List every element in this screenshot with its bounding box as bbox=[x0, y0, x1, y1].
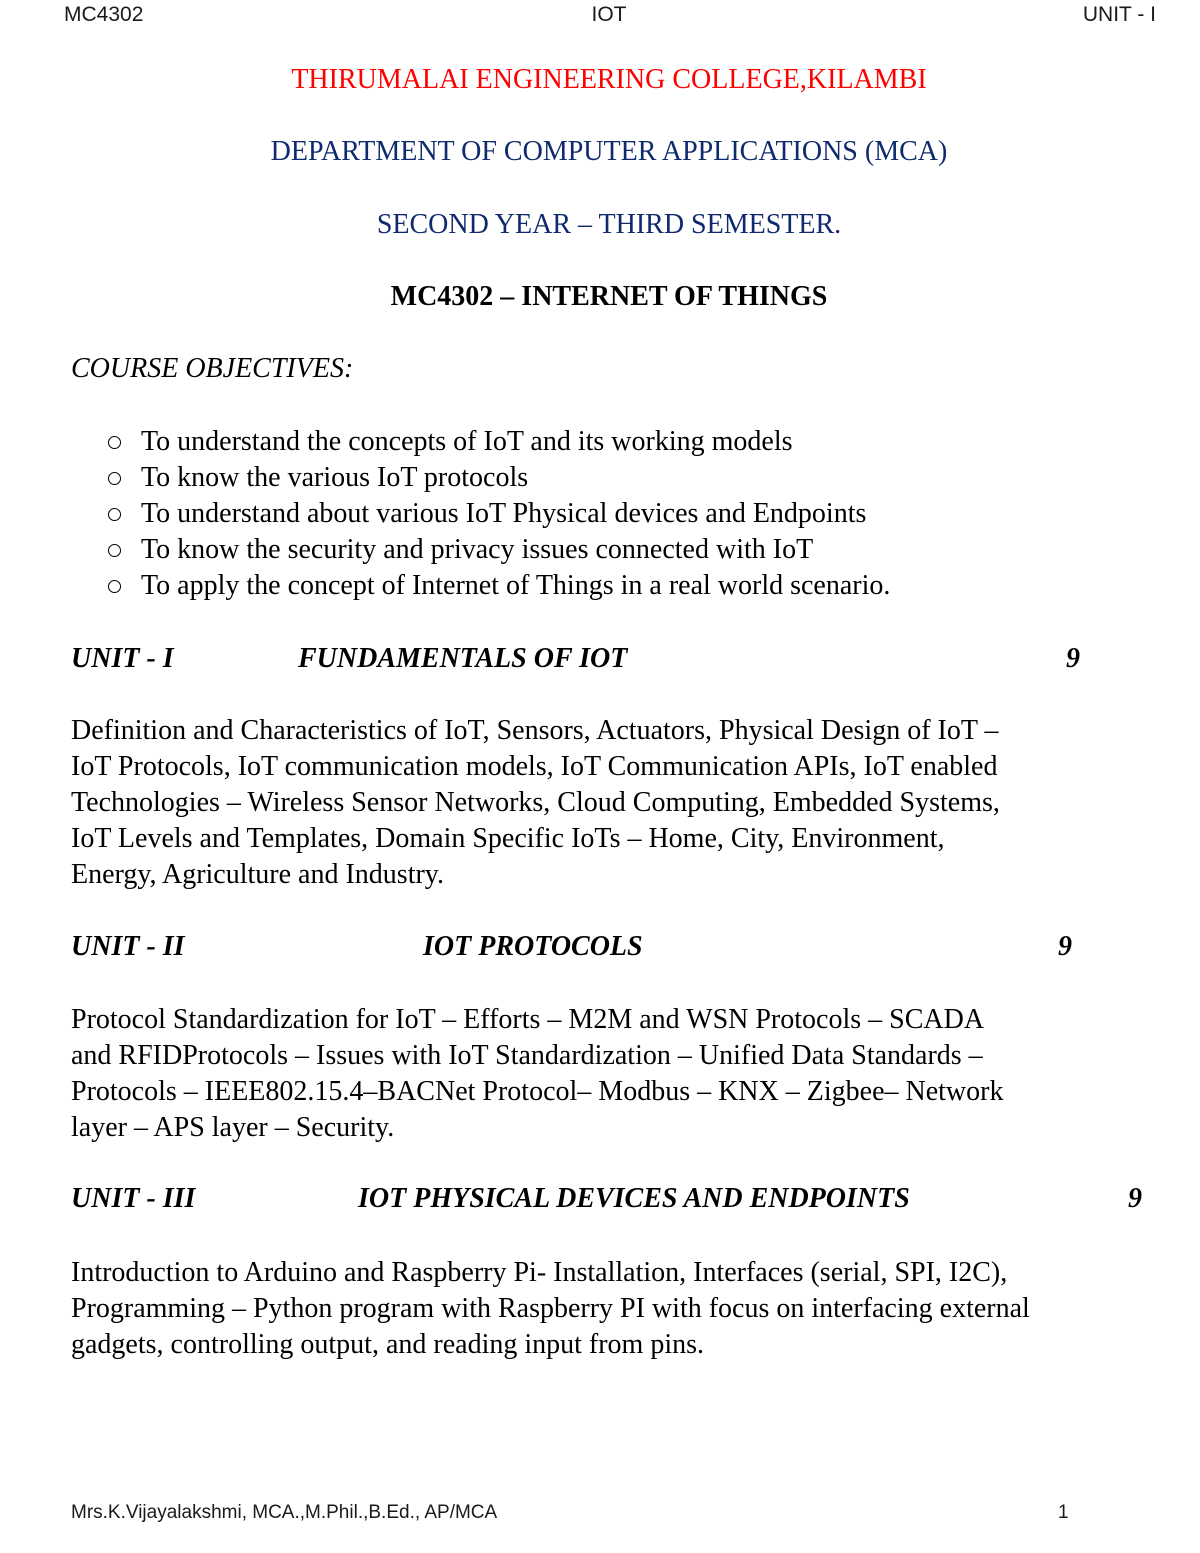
syllabus-line: layer – APS layer – Security. bbox=[71, 1112, 395, 1143]
syllabus-line: Protocol Standardization for IoT – Efforts – M2M and WSN Protocols – SCADA bbox=[71, 1004, 985, 1035]
department-name: DEPARTMENT OF COMPUTER APPLICATIONS (MCA) bbox=[270, 136, 948, 167]
unit-2-hours: 9 bbox=[1058, 931, 1072, 962]
circle-bullet-icon bbox=[108, 472, 121, 485]
unit-1-syllabus bbox=[71, 713, 1161, 893]
unit-2-syllabus bbox=[71, 1002, 1161, 1146]
header-course-code: MC4302 bbox=[64, 3, 144, 26]
unit-2-title: IOT PROTOCOLS bbox=[423, 931, 643, 962]
syllabus-line: and RFIDProtocols – Issues with IoT Standardization – Unified Data Standards – bbox=[71, 1040, 983, 1071]
footer-author: Mrs.K.Vijayalakshmi, MCA.,M.Phil.,B.Ed., AP/MCA bbox=[71, 1502, 498, 1523]
syllabus-line: Introduction to Arduino and Raspberry Pi- Installation, Interfaces (serial, SPI, I2C), bbox=[71, 1257, 1008, 1288]
college-name: THIRUMALAI ENGINEERING COLLEGE,KILAMBI bbox=[291, 64, 927, 95]
unit-3-title: IOT PHYSICAL DEVICES AND ENDPOINTS bbox=[358, 1183, 910, 1214]
objective-text: To apply the concept of Internet of Things in a real world scenario. bbox=[141, 570, 891, 601]
circle-bullet-icon bbox=[108, 436, 121, 449]
unit-3-hours: 9 bbox=[1128, 1183, 1142, 1214]
syllabus-line: IoT Levels and Templates, Domain Specific IoTs – Home, City, Environment, bbox=[71, 823, 945, 854]
unit-1-hours: 9 bbox=[1066, 643, 1080, 674]
circle-bullet-icon bbox=[108, 508, 121, 521]
year-semester: SECOND YEAR – THIRD SEMESTER. bbox=[376, 209, 842, 240]
unit-3-syllabus bbox=[71, 1255, 1161, 1363]
syllabus-line: Protocols – IEEE802.15.4–BACNet Protocol– Modbus – KNX – Zigbee– Network bbox=[71, 1076, 1004, 1107]
circle-bullet-icon bbox=[108, 544, 121, 557]
syllabus-line: Energy, Agriculture and Industry. bbox=[71, 859, 444, 890]
objective-text: To understand about various IoT Physical devices and Endpoints bbox=[141, 498, 867, 529]
syllabus-line: IoT Protocols, IoT communication models, IoT Communication APIs, IoT enabled bbox=[71, 751, 998, 782]
unit-3-label: UNIT - III bbox=[71, 1183, 196, 1214]
footer-page-number: 1 bbox=[1058, 1502, 1069, 1523]
course-title: MC4302 – INTERNET OF THINGS bbox=[390, 281, 828, 312]
objectives-heading: COURSE OBJECTIVES: bbox=[71, 353, 354, 384]
syllabus-line: Definition and Characteristics of IoT, Sensors, Actuators, Physical Design of IoT – bbox=[71, 715, 999, 746]
unit-1-label: UNIT - I bbox=[71, 643, 174, 674]
objective-text: To understand the concepts of IoT and its working models bbox=[141, 426, 793, 457]
syllabus-line: gadgets, controlling output, and reading input from pins. bbox=[71, 1329, 705, 1360]
circle-bullet-icon bbox=[108, 580, 121, 593]
syllabus-line: Technologies – Wireless Sensor Networks, Cloud Computing, Embedded Systems, bbox=[71, 787, 1000, 818]
header-subject: IOT bbox=[591, 3, 627, 26]
unit-2-label: UNIT - II bbox=[71, 931, 185, 962]
unit-1-title: FUNDAMENTALS OF IOT bbox=[298, 643, 628, 674]
syllabus-line: Programming – Python program with Raspberry PI with focus on interfacing external bbox=[71, 1293, 1030, 1324]
header-unit: UNIT - I bbox=[1082, 3, 1156, 26]
objective-text: To know the security and privacy issues connected with IoT bbox=[141, 534, 814, 565]
objective-text: To know the various IoT protocols bbox=[141, 462, 529, 493]
